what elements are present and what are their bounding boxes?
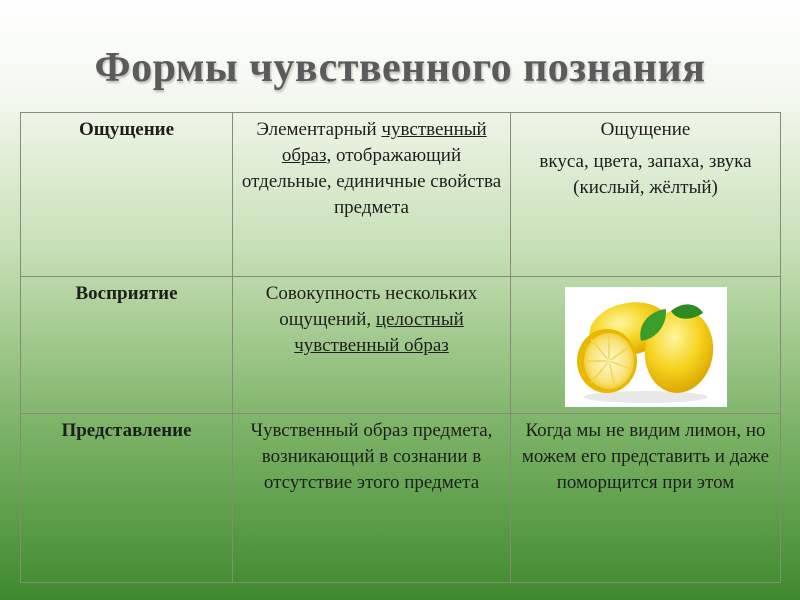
description-cell — [233, 277, 511, 414]
term-cell: Представление — [21, 414, 233, 583]
lemon-icon — [571, 289, 721, 405]
example-text: вкуса, цвета, запаха, звука (кислый, жёлтый) — [539, 151, 752, 198]
description-text: , отображающий отдельные, единичные свойства предмета — [241, 145, 502, 218]
description-text: Элементарный — [256, 119, 377, 140]
underlined-term: чувственный образ — [281, 119, 487, 166]
example-cell: Когда мы не видим лимон, но можем его представить и даже поморщится при этом — [511, 414, 781, 583]
description-text: Совокупность нескольких ощущений, — [265, 283, 478, 330]
description-cell: Чувственный образ предмета, возникающий в сознании в отсутствие этого предмета — [233, 414, 511, 583]
table-row — [21, 414, 781, 583]
example-cell — [511, 113, 781, 277]
description-cell — [233, 113, 511, 277]
lemons-image — [565, 287, 727, 407]
underlined-term: целостный чувственный образ — [294, 309, 464, 356]
example-cell — [511, 277, 781, 414]
example-text: Ощущение — [600, 119, 691, 140]
table-row — [21, 113, 781, 277]
page-title: Формы чувственного познания — [94, 45, 706, 91]
forms-table — [20, 112, 781, 583]
term-cell: Восприятие — [21, 277, 233, 414]
table-row — [21, 277, 781, 414]
term-cell: Ощущение — [21, 113, 233, 277]
